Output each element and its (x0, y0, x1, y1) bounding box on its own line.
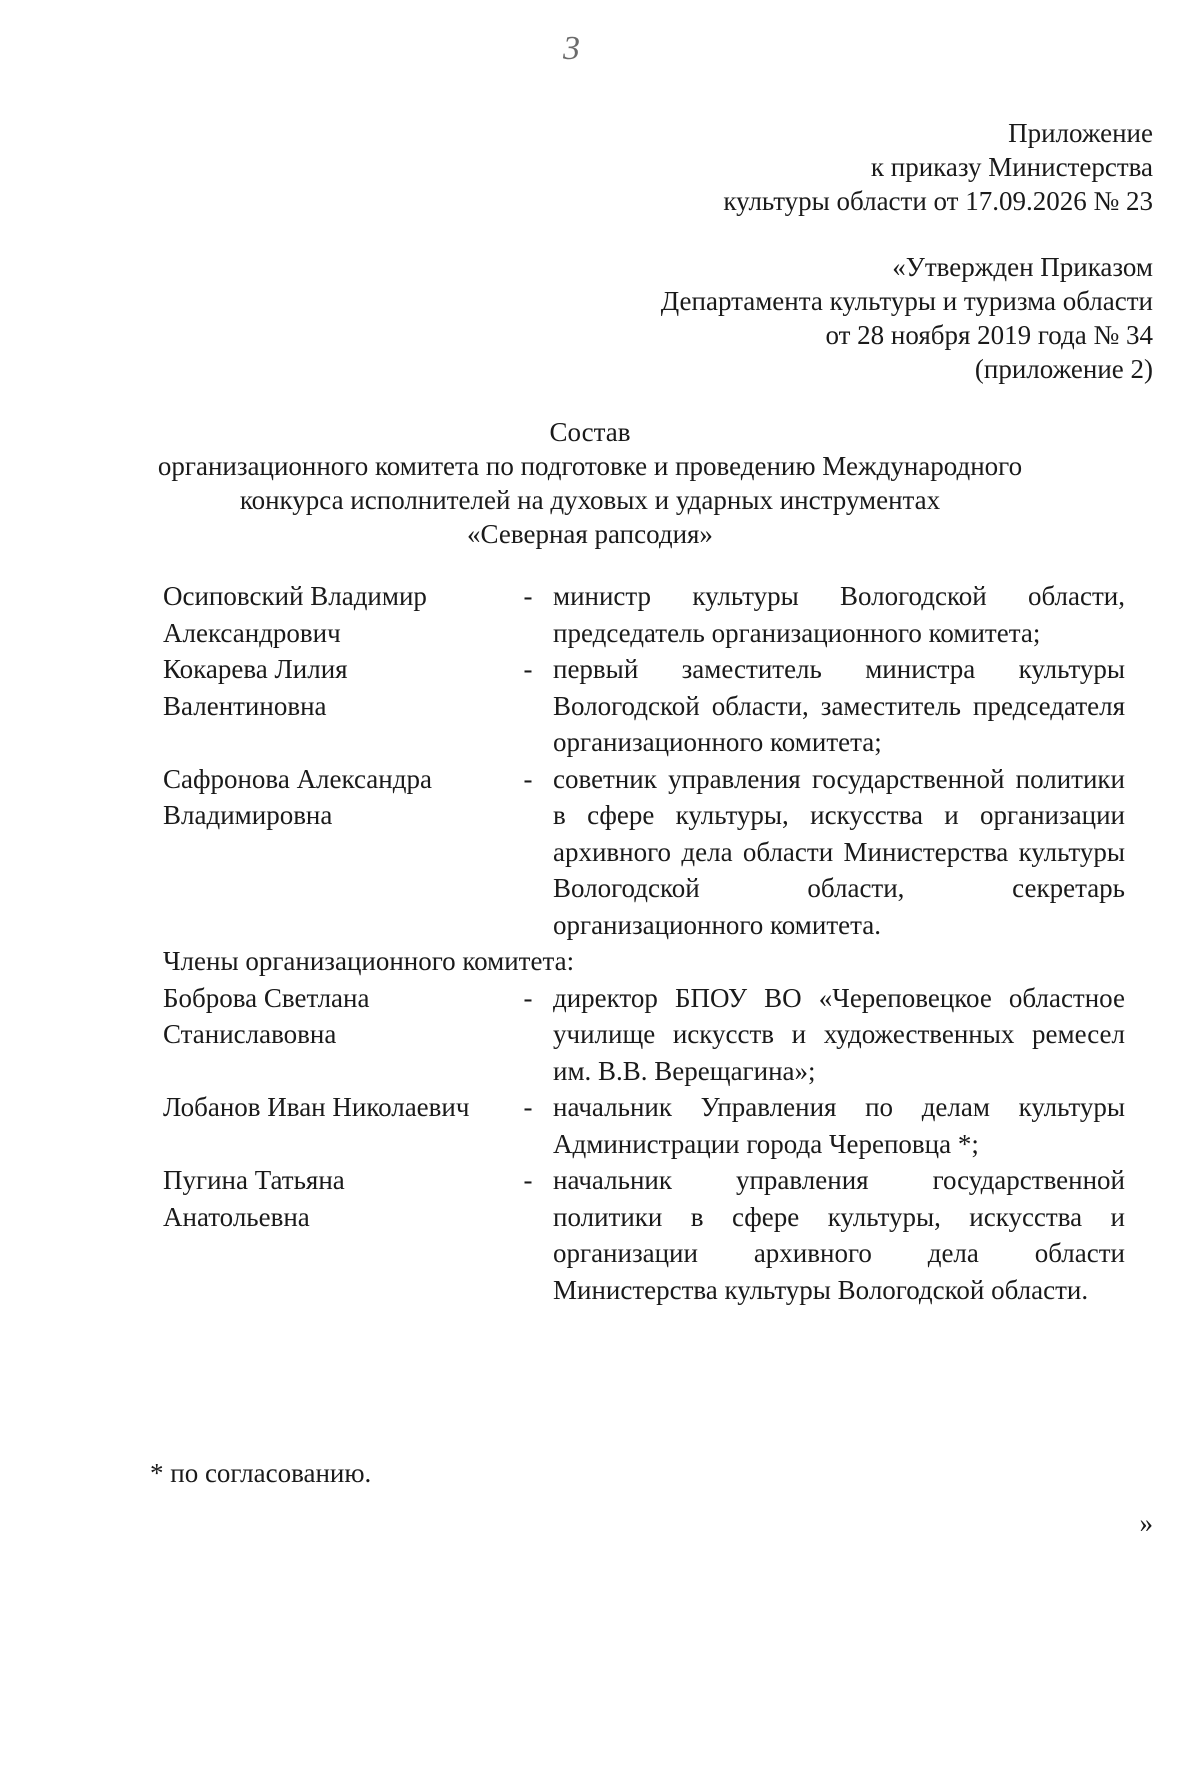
approval-line: (приложение 2) (974, 354, 1153, 384)
member-row (163, 761, 1125, 944)
title-line: «Северная рапсодия» (467, 519, 713, 549)
appendix-line: к приказу Министерства (870, 152, 1153, 182)
member-name: Боброва Светлана Станиславовна (163, 982, 370, 1049)
member-name: Осиповский Владимир Александрович (163, 581, 427, 648)
document-title (130, 415, 1050, 551)
appendix-header (723, 116, 1153, 218)
closing-quote: » (1139, 1508, 1153, 1538)
members-heading: Члены организационного комитета: (163, 946, 575, 976)
member-row (163, 651, 1125, 761)
approval-header (661, 250, 1153, 386)
member-role: первый заместитель министра культуры Вологодской области, заместитель председателя организационного комитета; (553, 654, 1125, 757)
member-dash: - (523, 1092, 533, 1122)
member-dash: - (523, 1165, 533, 1195)
title-line: конкурса исполнителей на духовых и ударных инструментах (239, 485, 941, 515)
member-role: начальник управления государственной политики в сфере культуры, искусства и организации архивного дела области Министерства культуры Вологодской области. (553, 1165, 1125, 1305)
title-line: Состав (549, 417, 631, 447)
appendix-line: Приложение (1008, 118, 1153, 148)
member-name: Сафронова Александра Владимировна (163, 763, 432, 830)
approval-line: «Утвержден Приказом (892, 252, 1153, 282)
member-role: начальник Управления по делам культуры Администрации города Череповца *; (553, 1092, 1125, 1159)
member-dash: - (523, 763, 533, 794)
member-row (163, 1162, 1125, 1308)
appendix-line: культуры области от 17.09.2026 № 23 (723, 186, 1153, 216)
member-role: министр культуры Вологодской области, председатель организационного комитета; (553, 581, 1125, 648)
member-name: Пугина Татьяна Анатольевна (163, 1165, 345, 1232)
page-number: 3 (563, 30, 580, 67)
member-name: Лобанов Иван Николаевич (163, 1092, 470, 1122)
member-row (163, 980, 1125, 1090)
member-name: Кокарева Лилия Валентиновна (163, 654, 348, 721)
committee-list (163, 578, 1125, 1308)
member-role: советник управления государственной политики в сфере культуры, искусства и организации архивного дела области Министерства культуры Вологодской области, секретарь организационного комитета. (553, 763, 1125, 940)
member-dash: - (523, 982, 533, 1013)
member-row (163, 578, 1125, 651)
member-dash: - (523, 654, 533, 684)
member-dash: - (523, 581, 533, 611)
footnote: * по согласованию. (150, 1458, 372, 1488)
member-role: директор БПОУ ВО «Череповецкое областное училище искусств и художественных ремесел им. В.В. Верещагина»; (553, 982, 1125, 1086)
member-row (163, 1089, 1125, 1162)
title-line: организационного комитета по подготовке и проведению Международного (157, 451, 1023, 481)
approval-line: от 28 ноября 2019 года № 34 (825, 320, 1153, 350)
approval-line: Департамента культуры и туризма области (660, 286, 1153, 316)
